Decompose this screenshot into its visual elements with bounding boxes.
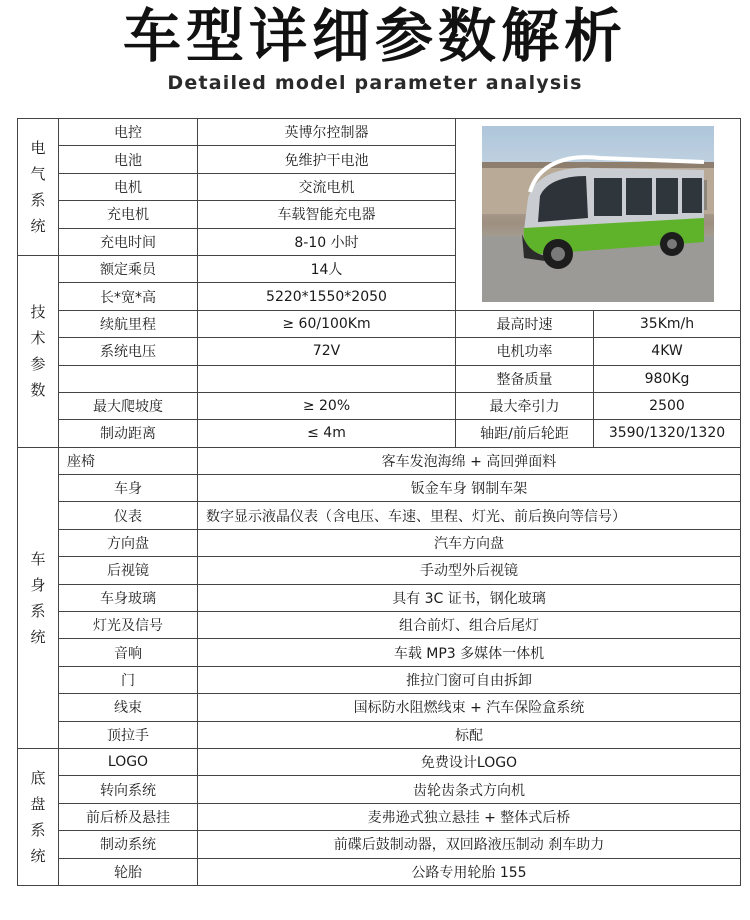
section-label-char: 数 [30, 381, 46, 400]
section-label-char: 术 [30, 329, 46, 348]
spec-value: 免维护干电池 [198, 146, 456, 173]
section-chassis [18, 748, 59, 885]
section-label-char: 系 [30, 190, 46, 209]
spec-label: 线束 [59, 694, 198, 721]
spec-label: 电机 [59, 173, 198, 200]
vehicle-photo-cell [456, 119, 741, 311]
spec-value: 5220*1550*2050 [198, 283, 456, 310]
spec-value: 72V [198, 338, 456, 365]
table-row [18, 365, 741, 392]
table-row [18, 475, 741, 502]
table-row [18, 639, 741, 666]
table-row [18, 529, 741, 556]
spec-label: 车身玻璃 [59, 584, 198, 611]
spec-label: 电控 [59, 119, 198, 146]
table-row [18, 502, 741, 529]
section-label-char: 参 [30, 355, 46, 374]
section-label-char: 车 [30, 549, 46, 568]
spec-value: 具有 3C 证书，钢化玻璃 [198, 584, 741, 611]
spec-value: 2500 [594, 392, 741, 419]
section-label [18, 765, 58, 869]
section-technical [18, 255, 59, 447]
spec-label: 充电时间 [59, 228, 198, 255]
spec-value: 齿轮齿条式方向机 [198, 776, 741, 803]
spec-value: 组合前灯、组合后尾灯 [198, 612, 741, 639]
spec-value: ≤ 4m [198, 420, 456, 447]
section-label-char: 底 [30, 768, 46, 787]
table-row [18, 447, 741, 474]
section-label-char: 统 [30, 846, 46, 865]
spec-value-empty [198, 365, 456, 392]
section-label-char: 技 [30, 303, 46, 322]
spec-label: 电机功率 [456, 338, 594, 365]
spec-table [17, 118, 741, 886]
spec-value: 钣金车身 钢制车架 [198, 475, 741, 502]
table-row [18, 557, 741, 584]
spec-label: 制动系统 [59, 831, 198, 858]
page-subtitle: Detailed model parameter analysis [167, 72, 583, 94]
table-row [18, 748, 741, 775]
table-row [18, 420, 741, 447]
spec-label: 音响 [59, 639, 198, 666]
section-label-char: 系 [30, 820, 46, 839]
spec-value: 交流电机 [198, 173, 456, 200]
table-row [18, 666, 741, 693]
spec-label: LOGO [59, 748, 198, 775]
section-label [18, 299, 58, 403]
spec-label: 方向盘 [59, 529, 198, 556]
spec-value: 35Km/h [594, 310, 741, 337]
spec-label: 顶拉手 [59, 721, 198, 748]
section-label-char: 统 [30, 627, 46, 646]
page-title: 车型详细参数解析 [122, 2, 627, 70]
vehicle-photo [482, 126, 714, 302]
table-row [18, 338, 741, 365]
spec-value: 手动型外后视镜 [198, 557, 741, 584]
spec-value: ≥ 20% [198, 392, 456, 419]
spec-value: 麦弗逊式独立悬挂 + 整体式后桥 [198, 803, 741, 830]
section-label [18, 546, 58, 650]
spec-value: 前碟后鼓制动器，双回路液压制动 刹车助力 [198, 831, 741, 858]
section-body [18, 447, 59, 748]
spec-label-empty [59, 365, 198, 392]
spec-value: 车载 MP3 多媒体一体机 [198, 639, 741, 666]
spec-value: 国标防水阻燃线束 + 汽车保险盒系统 [198, 694, 741, 721]
spec-label: 座椅 [59, 447, 198, 474]
spec-label: 续航里程 [59, 310, 198, 337]
spec-value: 14人 [198, 255, 456, 282]
spec-label: 制动距离 [59, 420, 198, 447]
section-electric [18, 119, 59, 256]
table-row [18, 694, 741, 721]
spec-label: 整备质量 [456, 365, 594, 392]
spec-label: 最大爬坡度 [59, 392, 198, 419]
table-row [18, 803, 741, 830]
spec-value: 车载智能充电器 [198, 201, 456, 228]
table-row [18, 119, 741, 146]
spec-label: 电池 [59, 146, 198, 173]
spec-label: 长*宽*高 [59, 283, 198, 310]
spec-label: 前后桥及悬挂 [59, 803, 198, 830]
spec-label: 仪表 [59, 502, 198, 529]
section-label-char: 电 [30, 138, 46, 157]
table-row [18, 831, 741, 858]
spec-value: 4KW [594, 338, 741, 365]
section-label-char: 系 [30, 601, 46, 620]
spec-value: 980Kg [594, 365, 741, 392]
section-label-char: 盘 [30, 794, 46, 813]
section-label-char: 统 [30, 216, 46, 235]
spec-label: 系统电压 [59, 338, 198, 365]
table-row [18, 612, 741, 639]
spec-label: 轮胎 [59, 858, 198, 885]
spec-label: 轴距/前后轮距 [456, 420, 594, 447]
spec-value: 公路专用轮胎 155 [198, 858, 741, 885]
spec-label: 额定乘员 [59, 255, 198, 282]
table-row [18, 721, 741, 748]
spec-value: 英博尔控制器 [198, 119, 456, 146]
spec-value: 推拉门窗可自由拆卸 [198, 666, 741, 693]
spec-label: 充电机 [59, 201, 198, 228]
spec-label: 最大牵引力 [456, 392, 594, 419]
spec-label: 转向系统 [59, 776, 198, 803]
spec-value: 标配 [198, 721, 741, 748]
spec-label: 后视镜 [59, 557, 198, 584]
section-label-char: 身 [30, 575, 46, 594]
spec-label: 最高时速 [456, 310, 594, 337]
table-row [18, 584, 741, 611]
spec-value: 8-10 小时 [198, 228, 456, 255]
table-row [18, 392, 741, 419]
table-row [18, 858, 741, 885]
table-row [18, 776, 741, 803]
spec-label: 门 [59, 666, 198, 693]
section-label-char: 气 [30, 164, 46, 183]
spec-value: 客车发泡海绵 + 高回弹面料 [198, 447, 741, 474]
spec-label: 车身 [59, 475, 198, 502]
spec-value: 免费设计LOGO [198, 748, 741, 775]
table-row [18, 310, 741, 337]
spec-value: 3590/1320/1320 [594, 420, 741, 447]
sightseeing-bus-image [482, 126, 714, 302]
spec-value: ≥ 60/100Km [198, 310, 456, 337]
spec-value: 汽车方向盘 [198, 529, 741, 556]
spec-label: 灯光及信号 [59, 612, 198, 639]
section-label [18, 135, 58, 239]
spec-value: 数字显示液晶仪表（含电压、车速、里程、灯光、前后换向等信号） [198, 502, 741, 529]
